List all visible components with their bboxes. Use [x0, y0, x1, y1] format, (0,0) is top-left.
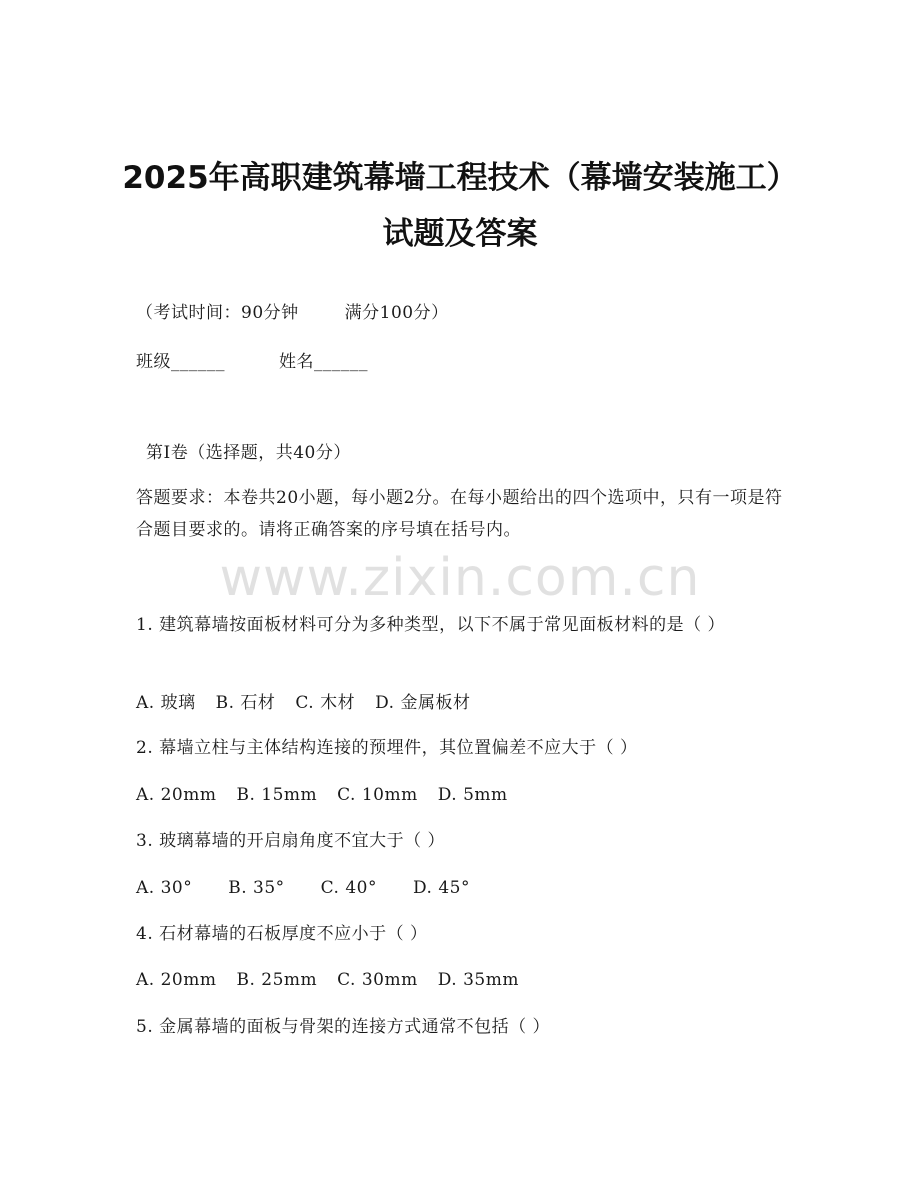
option: D. 35mm: [437, 970, 519, 990]
option: C. 10mm: [337, 785, 418, 805]
watermark: www.zixin.com.cn: [219, 548, 701, 608]
option: A. 30°: [136, 878, 193, 898]
student-info: [136, 349, 368, 375]
question-4-options: [136, 967, 519, 993]
option: A. 玻璃: [136, 693, 196, 713]
option: B. 15mm: [236, 785, 318, 805]
option: A. 20mm: [136, 785, 217, 805]
question-3: 3. 玻璃幕墙的开启扇角度不宜大于（ ）: [136, 831, 446, 851]
option: A. 20mm: [136, 970, 217, 990]
document-title: 2025年高职建筑幕墙工程技术（幕墙安装施工）试题及答案: [122, 160, 798, 252]
option: B. 25mm: [236, 970, 318, 990]
exam-full-score: 满分100分）: [344, 303, 449, 323]
option: C. 30mm: [337, 970, 418, 990]
option: C. 40°: [320, 878, 377, 898]
question-3-options: [136, 875, 470, 901]
question-4: 4. 石材幕墙的石板厚度不应小于（ ）: [136, 924, 428, 944]
option: D. 5mm: [437, 785, 508, 805]
exam-info: [136, 300, 449, 326]
question-2-options: [136, 782, 508, 808]
question-2: 2. 幕墙立柱与主体结构连接的预埋件，其位置偏差不应大于（ ）: [136, 738, 638, 758]
question-1: 1. 建筑幕墙按面板材料可分为多种类型，以下不属于常见面板材料的是（ ）: [136, 615, 726, 635]
question-5: 5. 金属幕墙的面板与骨架的连接方式通常不包括（ ）: [136, 1017, 551, 1037]
option: B. 石材: [215, 693, 276, 713]
question-1-options: [136, 690, 470, 716]
option: C. 木材: [295, 693, 356, 713]
option: D. 45°: [413, 878, 470, 898]
option: B. 35°: [228, 878, 285, 898]
name-field: 姓名______: [279, 352, 368, 372]
option: D. 金属板材: [375, 693, 471, 713]
section-title: 第I卷（选择题，共40分）: [146, 443, 351, 463]
exam-time: （考试时间：90分钟: [136, 303, 299, 323]
instructions: 答题要求：本卷共20小题，每小题2分。在每小题给出的四个选项中，只有一项是符合题目要求的。请将正确答案的序号填在括号内。: [136, 488, 783, 540]
class-field: 班级______: [136, 352, 225, 372]
